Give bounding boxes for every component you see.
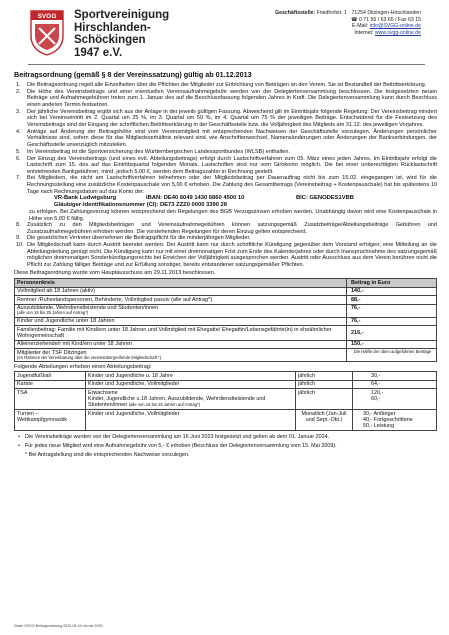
fee-amount: 88,- <box>347 296 437 304</box>
dept-period: jährlich <box>296 380 353 388</box>
fee-label: Alleinerziehende/r mit Kind/ern unter 18 Jahren <box>15 340 347 348</box>
header-beitrag: Beitrag in Euro <box>347 279 437 287</box>
fee-table <box>14 278 437 362</box>
club-line-3: Schöckingen <box>74 34 146 46</box>
dept-name: Jugendfußball <box>15 372 86 380</box>
fee-amount: 140,- <box>347 287 437 295</box>
fee-amount: 216,- <box>347 326 437 341</box>
club-line-4: 1947 e.V. <box>74 46 123 59</box>
dept-amount: 40,- Fortgeschrittene <box>363 416 413 423</box>
fee-label: Vollmitglied ab 18 Jahren (aktiv) <box>15 287 347 295</box>
table-row <box>15 287 437 295</box>
office-contact <box>275 10 421 36</box>
header-divider <box>28 64 425 65</box>
rule-item: 3. Der jährliche Vereinsbeitrag ergibt sich aus der Anlage in der jeweils gültigen Fassung. Abweichend gilt im Eintrittsjahr folgende Regelung: Der Vereinsbeitrag mindert sich bei Vereinseintritt im 2. Quartal um 25 %, im 3. Quartal um 50 %, im 4. Quartal um 75 % der jeweiligen Beiträge. Entscheidend für die Festsetzung des Vereinsbeitrags sind der Eingang der schriftlichen Beitrittserklärung in der Geschäftsstelle bzw. die Volljährigkeit des Mitglieds am 31.12. des jeweiligen Vorjahres. <box>16 108 437 128</box>
fee-amount: 76,- <box>347 304 437 317</box>
dept-amount: 64,- <box>353 380 437 388</box>
dept-who: Kinder und Jugendliche, Vollmitglieder <box>86 380 296 388</box>
dept-amount: 30,- Anfänger <box>363 410 396 417</box>
fee-label: Auszubildende, Wehrdienstleistende und Studenten/innen <box>17 305 159 312</box>
rule-item: 8. Zusätzlich zu den Mitgliedsbeiträgen und Vereinsaufnahmegebühren können satzungsgemäß Zusatzbeiträge/Abteilungsbeiträge Gebühren und Zusatzaufnahmegebühren erhoben werden. Die vorstehenden Regelungen für deren Einzug gelten entsprechend. <box>16 222 437 235</box>
email-label: E-Mail: <box>352 23 369 30</box>
fee-label-cell <box>15 349 347 362</box>
dept-who: Kinder und Jugendliche, Vollmitglieder <box>86 409 296 430</box>
rule-item: 4. Anträge auf Änderung der Beitragshöhe sind vom Vereinsmitglied mit entsprechenden Nachweisen der Geschäftsstelle vorzulegen. Änderungen persönlicher Verhältnisse sind, sofern diese für das Mitgliedsverhältnis relevant sind, wie Anschriftenwechsel, Namensänderungen oder Änderungen der Bankverbindungen, der Geschäftsstelle unverzüglich mitzuteilen. <box>16 128 437 148</box>
rule-item: 6. Der Einzug des Vereinsbeitrags (und eines evtl. Abteilungsbeitrags) erfolgt durch Lastschriftverfahren zum 05. März eines jeden Jahres. Im Eintrittsjahr erfolgt die Lastschrift zum 15. des auf das Eintrittsquartal folgenden Monats. Lastschriften sind nur vom Girokonto möglich. Die bei einer unberechtigten Rücklastschrift entstehenden Bankgebühren, mind. jedoch 5,00 €, werden dem Beitragszahler in Rechnung gestellt. <box>16 155 437 175</box>
dept-amount-cell <box>353 389 437 410</box>
dept-period: jährlich <box>296 389 353 410</box>
rule-item: 1. Die Beitragsordnung regelt alle Einzelheiten über die Pflichten der Mitglieder zur Entrichtung von Beiträgen an den Verein. Sie ist Bestandteil der Beitrittserklärung. <box>16 82 427 88</box>
department-table <box>14 371 437 430</box>
fee-label: Familienbeitrag: Familie mit Kind/ern unter 18 Jahren und Vollmitglied mit Ehegatte/ Ehegattin/Lebensgefährte(in) in eheähnlicher Wohngemeinschaft <box>15 326 347 341</box>
letterhead <box>14 6 437 66</box>
logo-text: SVGG <box>37 13 57 20</box>
note-item: • Die Vereinsbeiträge wurden von der Delegiertenversammlung am 16 Juni 2023 festgesetzt und gelten ab dem 01. Januar 2024. <box>18 433 330 440</box>
dept-who-note: (alle von 18 bis 25 Jahren auf Antrag*) <box>128 402 201 408</box>
fee-label-cell <box>15 304 347 317</box>
fee-sublabel: (Im Rahmen der Vereinbarung über die vereinsübergreifende Mitgliedschaft *) <box>17 355 162 361</box>
club-line-2: Hirschlanden- <box>74 21 151 34</box>
rule-item: 5. Im Vereinsbeitrag ist die Sportversicherung des Württembergischen Landessportbundes (WLSB) enthalten. <box>16 148 290 155</box>
fee-amount: 76,- <box>347 317 437 325</box>
bank-name: VR-Bank Ludwigsburg <box>54 195 117 202</box>
dept-amount-cell <box>353 409 437 430</box>
club-name <box>74 9 169 59</box>
dept-period: jährlich <box>296 372 353 380</box>
fee-label: Mitglieder der TSF Ditzingen <box>17 349 87 356</box>
dept-amount: 60,- <box>371 395 381 402</box>
table-row <box>15 304 437 317</box>
dept-who: Erwachsene <box>88 389 118 396</box>
website-link[interactable]: www.svgg-online.de <box>374 29 421 36</box>
bank-details <box>54 195 437 209</box>
office-label: Geschäftsstelle: <box>275 10 316 16</box>
fee-label: Kinder und Jugendliche unter 18 Jahren <box>15 317 347 325</box>
dept-who-cell <box>86 389 296 410</box>
table-row <box>15 340 437 348</box>
rule-item: 10. Die Mitgliedschaft kann durch Austritt beendet werden. Der Austritt kann nur durch schriftliche Kündigung gegenüber dem Vorstand erfolgen; eine Mitteilung an die Abteilungsleitung genügt nicht. Die Kündigung kann nur mit einer dreimonatigen Frist zum Ende des Kalenderjahres oder durch Inanspruchnahme des satzungsgemäß möglichen dreimonatigen Sonderkündigungsrechts bei Erreichen der Volljährigkeit ausgesprochen werden. Austritt oder Ausschluss aus dem Verein berühren nicht die Pflicht zur Zahlung fälliger Beiträge und zur Erfüllung sonstiger, bereits entstandener satzungsgemäßer Pflichten. <box>16 242 437 268</box>
header-personenkreis: Personenkreis <box>15 279 347 287</box>
bank-iban: IBAN: DE40 6049 1430 6860 4500 10 <box>146 195 245 202</box>
rule-7-continuation: zu erfolgen. Bei Zahlungsverzug können entsprechend den Regelungen des BGB Verzugszinsen erhoben werden. Unabhängig davon wird eine Kostenpauschale in Höhe von 5,00 € fällig. <box>29 208 437 222</box>
rule-item: 7. Bei Mitgliedern, die nicht am Lastschriftverfahren teilnehmen oder der Mitgliedsbeitrag per Dauerauftrag nicht bis zum 15.02. eingegangen ist, wird für die Rechnungsstellung eine zusätzliche Kostenpauschale von 5,00 € erhoben. Die Zahlung des Gesamtbetrags (Vereinsbeitrag + Kostenpauschale) hat bis spätestens 10 Tage nach Rechnungsdatum auf das Konto der: <box>16 175 437 195</box>
bank-bic: BIC: GENODES1VBB <box>296 195 354 202</box>
table-row <box>15 326 437 341</box>
dept-name: Karate <box>15 380 86 388</box>
rules-list-continued <box>14 222 437 268</box>
table-row <box>15 380 437 388</box>
office-address: Friedhofstr. 1 · 71254 Ditzingen-Hirschlanden <box>316 10 421 16</box>
club-crest-logo <box>30 10 64 56</box>
document-title: Beitragsordnung (gemäß § 8 der Vereinssatzung) gültig ab 01.12.2013 <box>14 70 252 79</box>
rule-item: 9. Die gesetzlichen Vertreter übernehmen die Beitragspflicht für die minderjährigen Mitglieder. <box>16 235 251 242</box>
note-item: • Für jedes neue Mitglied wird eine Aufnahmegebühr von 5,- € erhoben (Beschluss der Delegiertenversammlung vom 15. Mai 2009). <box>18 443 337 450</box>
dept-name: TSA <box>15 389 86 410</box>
fee-sublabel: (alle von 18 bis 25 Jahren auf Antrag*) <box>17 310 89 316</box>
footer-filename: Datei: SVGG Beitragsordnung 2023-06-16 neu ab 2025 <box>14 624 103 628</box>
fee-amount: Die Hälfte der oben aufgeführten Beiträge <box>347 349 437 362</box>
table-row <box>15 372 437 380</box>
dept-name: Turnen – Wettkampfgymnastik <box>15 409 86 430</box>
department-intro: Folgende Abteilungen erheben einen Abteilungsbeitrag: <box>14 364 152 371</box>
creditor-id: Gläubiger-Identifikationsnummer (CI): DE73 ZZZ0 0000 3390 28 <box>54 202 227 209</box>
table-row <box>15 317 437 325</box>
rules-list <box>14 82 437 195</box>
table-row <box>15 409 437 430</box>
internet-label: Internet: <box>354 29 374 36</box>
dept-period: Monatlich (Jan-Juli und Sept.-Okt.) <box>296 409 353 430</box>
dept-who: Kinder, Jugendliche u.18 Jahren, Auszubildende, Wehrdienstleistende und Studenten/innen (alle von 18 bis 25 Jahren auf Antrag*) <box>88 395 266 409</box>
dept-amount: 50,- Leistung <box>363 422 395 429</box>
fee-label: Rentner /Ruhestandspersonen, Behinderte, Vollmitglied passiv (alle auf Antrag*) <box>15 296 347 304</box>
note-item: * Bei Antragstellung sind die entsprechenden Nachweise vorzulegen. <box>25 452 190 459</box>
club-line-1: Sportvereinigung <box>74 9 170 21</box>
office-phone: ☎ 0 71 56 / 63 65 / Fax 63 15 <box>351 16 421 23</box>
table-row <box>15 296 437 304</box>
rule-item: 2. Die Höhe des Vereinsbeitrags und einer eventuellen Vereinsaufnahmegebühr werden von der Delegiertenversammlung beschlossen. Die festgesetzten neuen Beiträge und Aufnahmegebühren treten zum 1. Januar des auf die Beschlussfassung folgenden Jahres in Kraft. Die Delegiertenversammlung kann durch Beschluss einen anderen Termin festsetzen. <box>16 88 437 108</box>
dept-amount: 30,- <box>353 372 437 380</box>
resolution-note: Diese Beitragsordnung wurde vom Hauptausschuss am 29.11.2013 beschlossen. <box>14 270 216 277</box>
dept-who: Kinder und Jugendliche u. 18 Jahre <box>86 372 296 380</box>
table-row <box>15 349 437 362</box>
email-link[interactable]: info@SVGG-online.de <box>369 23 421 30</box>
notes-list <box>14 434 437 459</box>
fee-amount: 150,- <box>347 340 437 348</box>
dept-amount: 120,- <box>371 389 384 396</box>
table-row <box>15 389 437 410</box>
table-header-row <box>15 279 437 287</box>
